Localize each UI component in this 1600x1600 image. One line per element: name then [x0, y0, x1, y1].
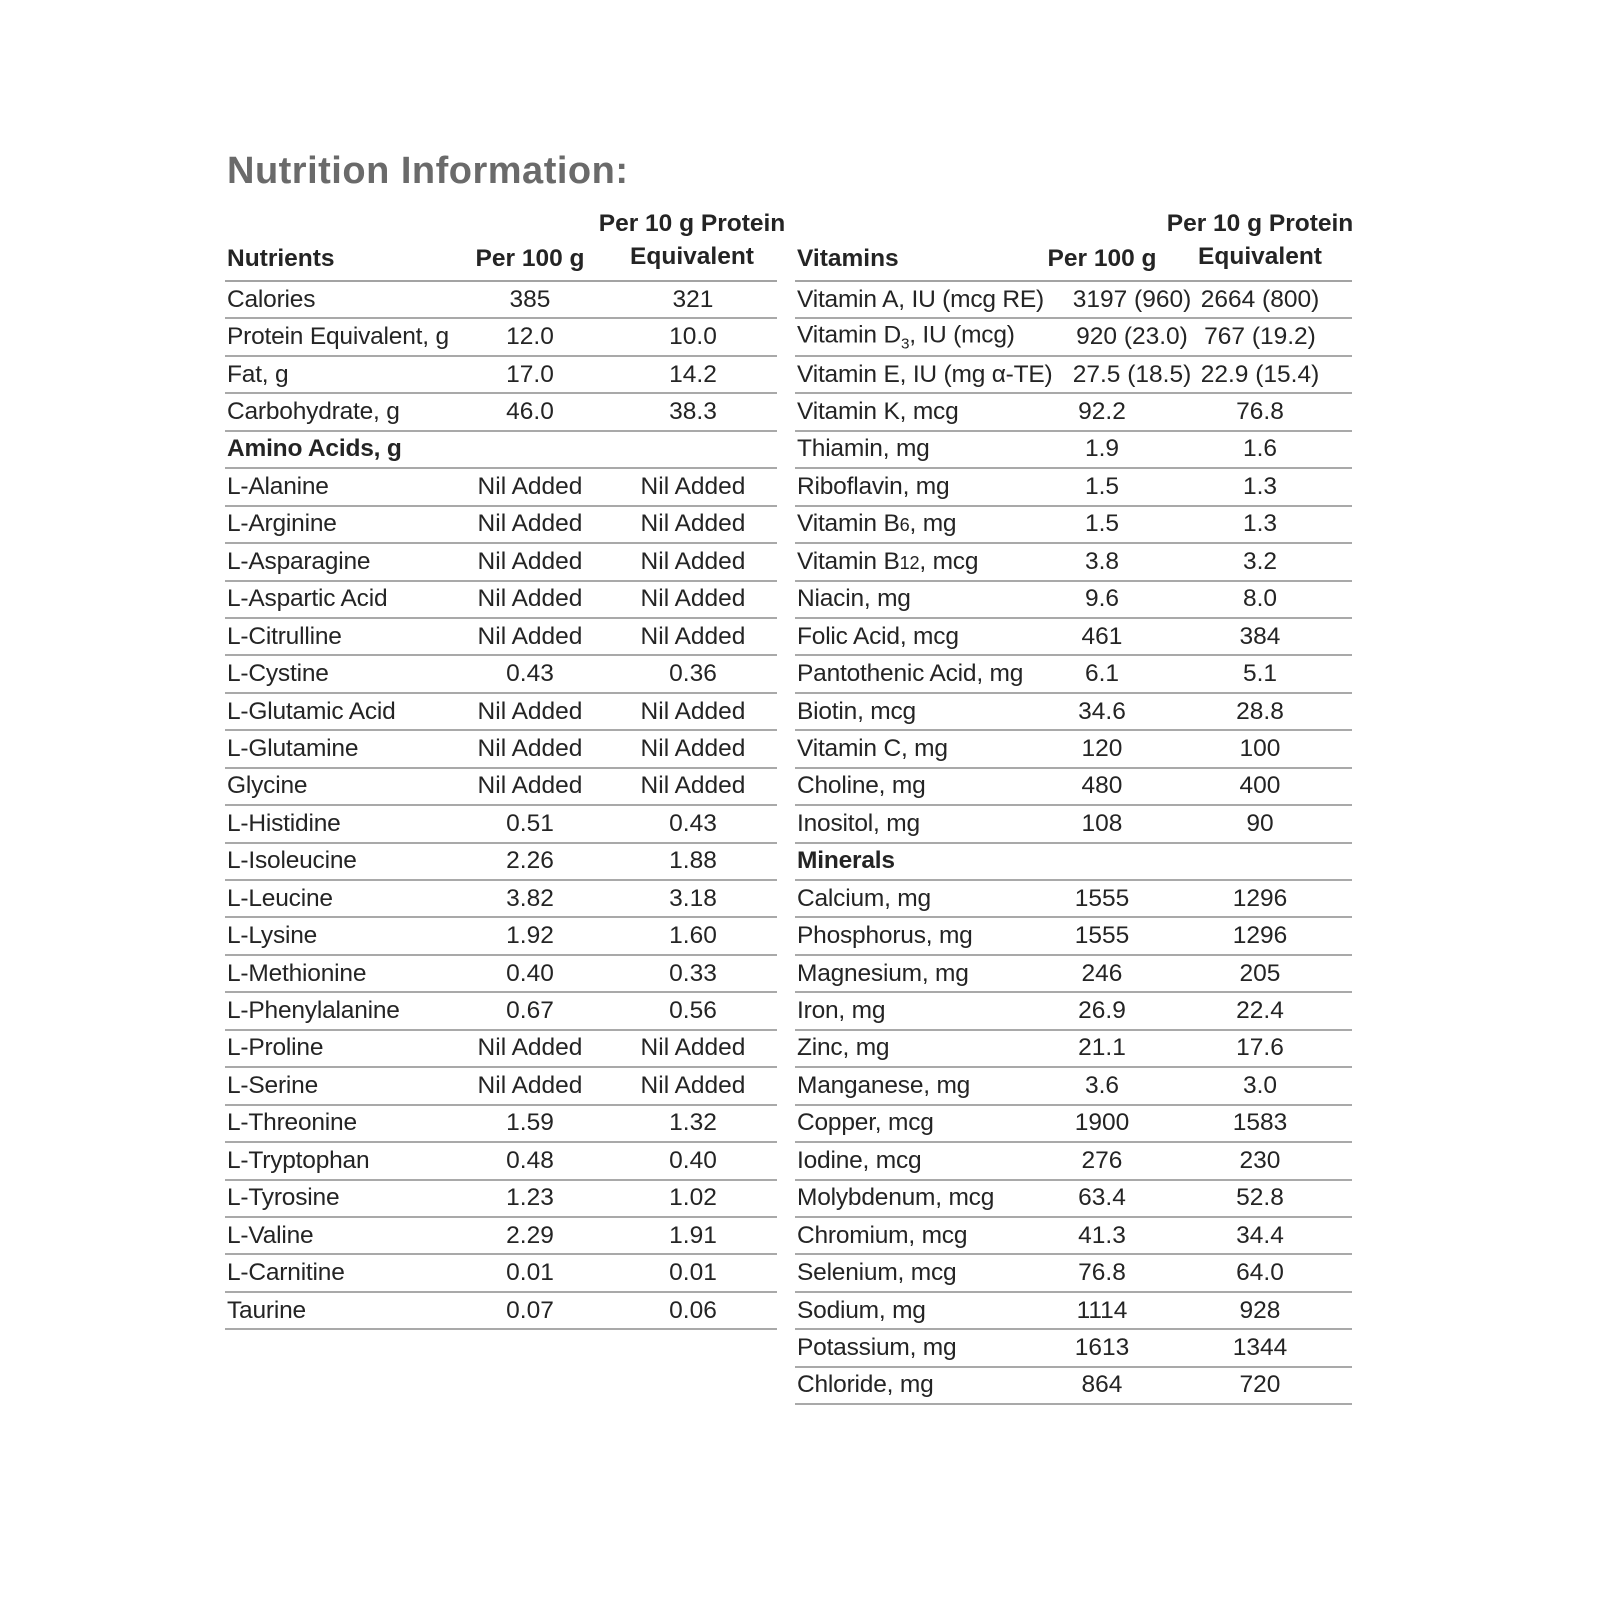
value-per-10g-protein-equivalent: 205 — [1239, 959, 1281, 987]
row-label: Zinc, mg — [797, 1034, 890, 1062]
row-label: Chloride, mg — [797, 1371, 934, 1399]
value-per-100g: 1.92 — [506, 922, 554, 950]
row-label: Thiamin, mg — [797, 435, 930, 463]
table-row — [225, 282, 777, 319]
value-per-10g-protein-equivalent: 1.6 — [1242, 435, 1278, 463]
table-row — [225, 1255, 777, 1292]
row-label: Folic Acid, mcg — [797, 622, 959, 650]
table-row — [795, 993, 1352, 1030]
row-label: Calories — [227, 285, 316, 313]
row-label: Manganese, mg — [797, 1071, 971, 1099]
nutrients-table-body — [225, 282, 777, 1330]
table-row — [225, 319, 777, 356]
value-per-100g: 3.82 — [506, 884, 554, 912]
table-row — [225, 1068, 777, 1105]
table-row — [225, 619, 777, 656]
row-label: Molybdenum, mcg — [797, 1184, 995, 1212]
value-per-10g-protein-equivalent: 52.8 — [1236, 1184, 1284, 1212]
row-label: Inositol, mg — [797, 809, 920, 837]
row-label: Potassium, mg — [797, 1333, 957, 1361]
value-per-10g-protein-equivalent: 2664 (800) — [1200, 285, 1320, 313]
row-label: Vitamin $D_3$, IU (mcg) — [797, 321, 1015, 353]
value-per-100g: 0.01 — [506, 1259, 554, 1287]
table-row — [795, 507, 1352, 544]
value-per-10g-protein-equivalent: Nil Added — [640, 510, 746, 538]
table-row — [795, 769, 1352, 806]
vitamins-table-body — [795, 282, 1352, 1405]
row-label: L-Threonine — [227, 1109, 357, 1137]
value-per-100g: 920 (23.0) — [1076, 323, 1188, 351]
value-per-100g: Nil Added — [477, 547, 583, 575]
value-per-100g: 864 — [1081, 1371, 1123, 1399]
row-label: Choline, mg — [797, 772, 926, 800]
value-per-10g-protein-equivalent: 3.2 — [1242, 547, 1278, 575]
value-per-10g-protein-equivalent: Nil Added — [640, 622, 746, 650]
value-per-100g: Nil Added — [477, 585, 583, 613]
table-row — [795, 918, 1352, 955]
value-per-10g-protein-equivalent: Nil Added — [640, 1071, 746, 1099]
value-per-10g-protein-equivalent: 0.36 — [669, 660, 717, 688]
value-per-100g: 27.5 (18.5) — [1072, 360, 1192, 388]
table-row — [795, 656, 1352, 693]
value-per-10g-protein-equivalent: 17.6 — [1236, 1034, 1284, 1062]
value-per-10g-protein-equivalent: 34.4 — [1236, 1221, 1284, 1249]
value-per-100g: 6.1 — [1084, 660, 1120, 688]
row-label: Vitamin K, mcg — [797, 398, 959, 426]
value-per-10g-protein-equivalent: 3.18 — [669, 884, 717, 912]
value-per-10g-protein-equivalent: Nil Added — [640, 1034, 746, 1062]
value-per-10g-protein-equivalent: 1.91 — [669, 1221, 717, 1249]
value-per-10g-protein-equivalent: 1.02 — [669, 1184, 717, 1212]
table-row — [795, 1368, 1352, 1405]
table-row — [225, 956, 777, 993]
value-per-10g-protein-equivalent: 64.0 — [1236, 1259, 1284, 1287]
row-label: L-Aspartic Acid — [227, 585, 388, 613]
value-per-10g-protein-equivalent: 0.40 — [669, 1146, 717, 1174]
value-per-100g: Nil Added — [477, 472, 583, 500]
table-row — [225, 582, 777, 619]
row-label: L-Histidine — [227, 809, 341, 837]
table-row — [225, 731, 777, 768]
table-row — [795, 694, 1352, 731]
table-row — [795, 1218, 1352, 1255]
value-per-100g: 3197 (960) — [1072, 285, 1192, 313]
row-label: Vitamin B12, mcg — [797, 547, 979, 575]
value-per-100g: 34.6 — [1078, 697, 1126, 725]
table-row — [795, 469, 1352, 506]
table-row — [795, 1106, 1352, 1143]
table-row — [795, 432, 1352, 469]
table-row — [795, 1330, 1352, 1367]
value-per-100g: 1.59 — [506, 1109, 554, 1137]
value-per-10g-protein-equivalent: Nil Added — [640, 472, 746, 500]
value-per-100g: 0.07 — [506, 1296, 554, 1324]
value-per-100g: 276 — [1081, 1146, 1123, 1174]
table-row — [225, 357, 777, 394]
value-per-100g: 41.3 — [1078, 1221, 1126, 1249]
row-label: Magnesium, mg — [797, 959, 969, 987]
row-label: L-Glutamine — [227, 734, 359, 762]
value-per-100g: 1114 — [1076, 1296, 1128, 1324]
row-label: Vitamin E, IU (mg α-TE) — [797, 360, 1053, 388]
value-per-10g-protein-equivalent: 1.60 — [669, 922, 717, 950]
value-per-10g-protein-equivalent: 384 — [1239, 622, 1281, 650]
table-row — [225, 993, 777, 1030]
value-per-10g-protein-equivalent: 1.3 — [1242, 510, 1278, 538]
row-label: Taurine — [227, 1296, 306, 1324]
row-label: Biotin, mcg — [797, 697, 916, 725]
value-per-100g: 461 — [1081, 622, 1123, 650]
section-header-row — [795, 844, 1352, 881]
value-per-100g: 3.6 — [1084, 1071, 1120, 1099]
table-row — [225, 544, 777, 581]
table-row — [795, 619, 1352, 656]
value-per-10g-protein-equivalent: 22.4 — [1236, 997, 1284, 1025]
value-per-100g: 1.5 — [1084, 472, 1120, 500]
row-label: Carbohydrate, g — [227, 398, 400, 426]
table-row — [225, 1293, 777, 1330]
table-row — [225, 469, 777, 506]
page-title: Nutrition Information: — [227, 150, 629, 192]
row-label: Protein Equivalent, g — [227, 323, 449, 351]
value-per-100g: 1555 — [1074, 922, 1130, 950]
value-per-100g: 385 — [509, 285, 551, 313]
row-label: L-Alanine — [227, 472, 329, 500]
table-row — [795, 582, 1352, 619]
header-line-1: Per 10 g Protein — [1166, 209, 1354, 237]
value-per-100g: Nil Added — [477, 697, 583, 725]
row-label: L-Carnitine — [227, 1259, 345, 1287]
row-label: Fat, g — [227, 360, 289, 388]
value-per-100g: Nil Added — [477, 510, 583, 538]
table-row — [225, 1143, 777, 1180]
table-row — [225, 1106, 777, 1143]
value-per-10g-protein-equivalent: 1296 — [1232, 922, 1288, 950]
value-per-100g: 63.4 — [1078, 1184, 1126, 1212]
row-label: L-Asparagine — [227, 547, 371, 575]
value-per-100g: 17.0 — [506, 360, 554, 388]
value-per-100g: Nil Added — [477, 734, 583, 762]
row-label: Niacin, mg — [797, 585, 911, 613]
table-row — [795, 1031, 1352, 1068]
value-per-100g: 246 — [1081, 959, 1123, 987]
value-per-10g-protein-equivalent: 928 — [1239, 1296, 1281, 1324]
table-row — [795, 319, 1352, 356]
nutrients-table-header — [225, 209, 786, 282]
row-label: Phosphorus, mg — [797, 922, 973, 950]
value-per-10g-protein-equivalent: 5.1 — [1242, 660, 1278, 688]
value-per-10g-protein-equivalent: 0.56 — [669, 997, 717, 1025]
table-row — [795, 394, 1352, 431]
vitamins-table-header — [795, 209, 1352, 282]
value-per-100g: 1555 — [1074, 884, 1130, 912]
column-header-nutrients: Nutrients — [227, 245, 335, 272]
row-label: L-Methionine — [227, 959, 367, 987]
row-label: L-Serine — [227, 1071, 319, 1099]
value-per-100g: 1900 — [1074, 1109, 1130, 1137]
header-line-2: Equivalent — [1198, 242, 1322, 270]
value-per-10g-protein-equivalent: Nil Added — [640, 772, 746, 800]
value-per-10g-protein-equivalent: 767 (19.2) — [1204, 323, 1316, 351]
row-label: Pantothenic Acid, mg — [797, 660, 1024, 688]
table-row — [795, 1181, 1352, 1218]
value-per-100g: 0.67 — [506, 997, 554, 1025]
value-per-10g-protein-equivalent: 230 — [1239, 1146, 1281, 1174]
value-per-100g: 1.23 — [506, 1184, 554, 1212]
row-label: L-Lysine — [227, 922, 318, 950]
value-per-10g-protein-equivalent: 28.8 — [1236, 697, 1284, 725]
column-header-per-100g: Per 100 g — [475, 245, 585, 272]
value-per-10g-protein-equivalent: 90 — [1246, 809, 1274, 837]
value-per-10g-protein-equivalent: 1.3 — [1242, 472, 1278, 500]
value-per-100g: 2.29 — [506, 1221, 554, 1249]
row-label: Iodine, mcg — [797, 1146, 922, 1174]
row-label: Calcium, mg — [797, 884, 931, 912]
row-label: Riboflavin, mg — [797, 472, 950, 500]
table-row — [225, 806, 777, 843]
row-label: Minerals — [797, 847, 895, 875]
value-per-100g: Nil Added — [477, 772, 583, 800]
value-per-10g-protein-equivalent: 100 — [1239, 734, 1281, 762]
row-label: L-Glutamic Acid — [227, 697, 396, 725]
value-per-100g: 1.9 — [1084, 435, 1120, 463]
row-label: Selenium, mcg — [797, 1259, 957, 1287]
table-row — [795, 881, 1352, 918]
value-per-100g: 1.5 — [1084, 510, 1120, 538]
value-per-100g: 12.0 — [506, 323, 554, 351]
value-per-10g-protein-equivalent: 0.43 — [669, 809, 717, 837]
value-per-10g-protein-equivalent: 38.3 — [669, 398, 717, 426]
row-label: L-Citrulline — [227, 622, 342, 650]
value-per-10g-protein-equivalent: 720 — [1239, 1371, 1281, 1399]
table-row — [225, 1218, 777, 1255]
row-label: L-Tryptophan — [227, 1146, 370, 1174]
value-per-100g: Nil Added — [477, 622, 583, 650]
value-per-100g: Nil Added — [477, 1071, 583, 1099]
table-row — [225, 694, 777, 731]
table-row — [795, 806, 1352, 843]
value-per-10g-protein-equivalent: Nil Added — [640, 734, 746, 762]
value-per-10g-protein-equivalent: 10.0 — [669, 323, 717, 351]
value-per-10g-protein-equivalent: 0.06 — [669, 1296, 717, 1324]
table-row — [795, 1143, 1352, 1180]
value-per-10g-protein-equivalent: 22.9 (15.4) — [1200, 360, 1320, 388]
value-per-100g: 76.8 — [1078, 1259, 1126, 1287]
value-per-10g-protein-equivalent: 321 — [672, 285, 714, 313]
row-label: Vitamin C, mg — [797, 734, 948, 762]
value-per-10g-protein-equivalent: 1344 — [1232, 1333, 1288, 1361]
nutrients-table — [225, 209, 786, 1330]
row-label: L-Phenylalanine — [227, 997, 400, 1025]
table-row — [225, 844, 777, 881]
row-label: Vitamin B6, mg — [797, 510, 957, 538]
column-header-per-10g-protein-equivalent — [1167, 207, 1354, 273]
header-line-1: Per 10 g Protein — [598, 209, 786, 237]
row-label: L-Isoleucine — [227, 847, 357, 875]
value-per-100g: 0.43 — [506, 660, 554, 688]
value-per-100g: 120 — [1081, 734, 1123, 762]
value-per-10g-protein-equivalent: 0.33 — [669, 959, 717, 987]
value-per-100g: 2.26 — [506, 847, 554, 875]
value-per-100g: Nil Added — [477, 1034, 583, 1062]
value-per-10g-protein-equivalent: Nil Added — [640, 697, 746, 725]
value-per-10g-protein-equivalent: 14.2 — [669, 360, 717, 388]
row-label: Copper, mcg — [797, 1109, 934, 1137]
value-per-10g-protein-equivalent: 400 — [1239, 772, 1281, 800]
value-per-100g: 26.9 — [1078, 997, 1126, 1025]
row-label: L-Valine — [227, 1221, 314, 1249]
table-row — [795, 282, 1352, 319]
value-per-100g: 9.6 — [1084, 585, 1120, 613]
table-row — [795, 544, 1352, 581]
row-label: Chromium, mcg — [797, 1221, 968, 1249]
value-per-10g-protein-equivalent: 0.01 — [669, 1259, 717, 1287]
table-row — [225, 881, 777, 918]
row-label: Sodium, mg — [797, 1296, 926, 1324]
table-row — [795, 731, 1352, 768]
row-label: Amino Acids, g — [227, 435, 402, 463]
value-per-10g-protein-equivalent: 1.88 — [669, 847, 717, 875]
table-row — [225, 656, 777, 693]
value-per-10g-protein-equivalent: 1.32 — [669, 1109, 717, 1137]
value-per-100g: 480 — [1081, 772, 1123, 800]
value-per-10g-protein-equivalent: Nil Added — [640, 547, 746, 575]
table-row — [225, 394, 777, 431]
value-per-100g: 3.8 — [1084, 547, 1120, 575]
table-row — [795, 1255, 1352, 1292]
value-per-10g-protein-equivalent: Nil Added — [640, 585, 746, 613]
value-per-10g-protein-equivalent: 1583 — [1232, 1109, 1288, 1137]
value-per-10g-protein-equivalent: 1296 — [1232, 884, 1288, 912]
column-header-per-100g: Per 100 g — [1047, 245, 1157, 272]
table-row — [225, 769, 777, 806]
value-per-10g-protein-equivalent: 8.0 — [1242, 585, 1278, 613]
value-per-100g: 46.0 — [506, 398, 554, 426]
row-label: Vitamin A, IU (mcg RE) — [797, 285, 1045, 313]
vitamins-minerals-table — [795, 209, 1352, 1405]
row-label: L-Cystine — [227, 660, 329, 688]
table-row — [225, 918, 777, 955]
row-label: L-Proline — [227, 1034, 324, 1062]
value-per-10g-protein-equivalent: 76.8 — [1236, 398, 1284, 426]
table-row — [795, 1293, 1352, 1330]
value-per-100g: 92.2 — [1078, 398, 1126, 426]
table-row — [225, 1031, 777, 1068]
value-per-100g: 1613 — [1074, 1333, 1130, 1361]
value-per-100g: 108 — [1081, 809, 1123, 837]
table-row — [225, 1181, 777, 1218]
value-per-10g-protein-equivalent: 3.0 — [1242, 1071, 1278, 1099]
row-label: L-Leucine — [227, 884, 333, 912]
column-header-vitamins: Vitamins — [797, 245, 899, 272]
value-per-100g: 0.40 — [506, 959, 554, 987]
value-per-100g: 0.48 — [506, 1146, 554, 1174]
header-line-2: Equivalent — [630, 242, 754, 270]
section-header-row — [225, 432, 777, 469]
row-label: L-Tyrosine — [227, 1184, 340, 1212]
row-label: Glycine — [227, 772, 308, 800]
row-label: Iron, mg — [797, 997, 886, 1025]
table-row — [225, 507, 777, 544]
table-row — [795, 956, 1352, 993]
table-row — [795, 357, 1352, 394]
column-header-per-10g-protein-equivalent — [599, 207, 786, 273]
row-label: L-Arginine — [227, 510, 337, 538]
value-per-100g: 0.51 — [506, 809, 554, 837]
table-row — [795, 1068, 1352, 1105]
value-per-100g: 21.1 — [1078, 1034, 1126, 1062]
